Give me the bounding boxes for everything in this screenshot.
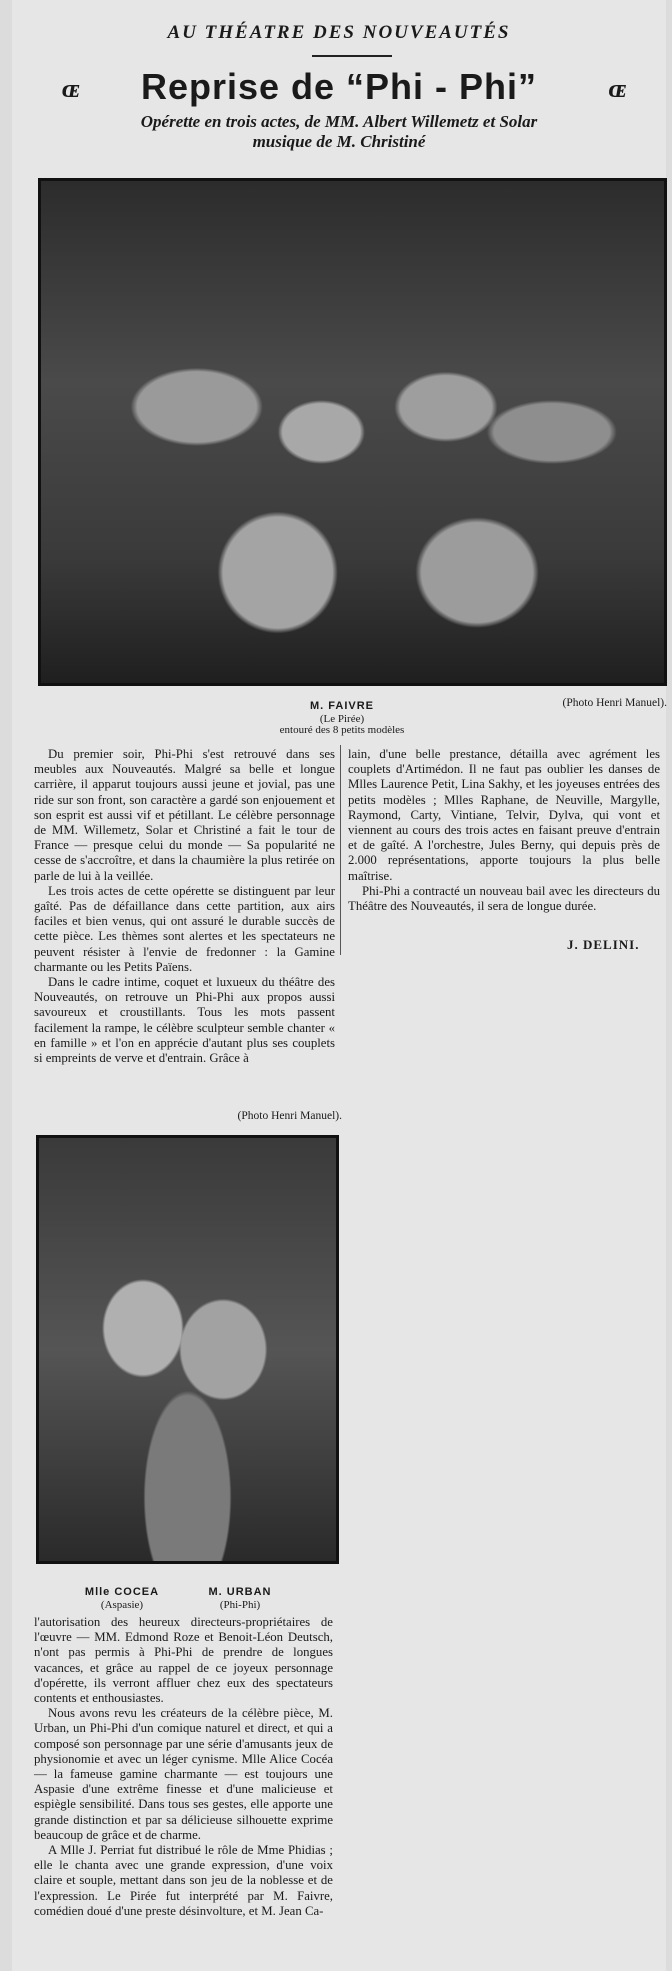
photo1-caption-name: M. FAIVRE (309, 700, 374, 712)
photo2-right-role: (Phi-Phi) (219, 1599, 261, 1611)
author-signature: J. DELINI. (567, 937, 640, 952)
article-column-1 (34, 747, 335, 1066)
subtitle-line-2: musique de M. Christiné (252, 132, 426, 151)
article-title: Reprise de “Phi - Phi” (140, 66, 538, 107)
photo-faivre-models (38, 178, 667, 686)
photo1-caption-desc: entouré des 8 petits modèles (279, 724, 405, 736)
col2-paragraph-2: Phi-Phi a contracté un nouveau bail avec les directeurs du Théâtre des Nouveautés, il sera de longue durée. (348, 883, 660, 914)
photo2-caption-left (72, 1586, 172, 1612)
column-divider (340, 745, 341, 955)
leaf-ornament-left-icon: ɶ (62, 74, 80, 103)
subtitle-line-1: Opérette en trois actes, de MM. Albert Willemetz et Solar (140, 112, 538, 131)
kicker-rule (312, 55, 392, 57)
col3-paragraph-3: A Mlle J. Perriat fut distribué le rôle de Mme Phidias ; elle le chanta avec une grande expression, d'une voix claire et souple, mettant dans son jeu de la noblesse et de l'expression. Le Pirée fut interprété par M. Faivre, comédien doué d'une preste désinvolture, et M. Jean Ca- (34, 1843, 333, 1918)
photo2-left-name: Mlle COCEA (84, 1586, 160, 1598)
photo-cocea-urban (36, 1135, 339, 1564)
photo1-credit: (Photo Henri Manuel). (562, 697, 667, 709)
photo2-right-name: M. URBAN (208, 1586, 272, 1598)
newspaper-page (12, 0, 666, 1971)
photo1-caption (272, 700, 412, 726)
col3-paragraph-1: l'autorisation des heureux directeurs-propriétaires de l'œuvre — MM. Edmond Roze et Benoit-Léon Deutsch, n'ont pas permis à Phi-Phi de prendre de longues vacances, et grâce au rappel de ce joyeux personnage d'opérette, ils verront affluer chez eux des spectateurs contents et enthousiastes. (34, 1615, 333, 1706)
col2-paragraph-1: lain, d'une belle prestance, détailla avec agrément les couplets d'Artimédon. Il ne faut pas oublier les danses de Mlles Laurence Petit, Lina Sakhy, et les joyeuses entrées des petits modèles ; Mlles Raphane, de Neuville, Margylle, Raymond, Carty, Vintiane, Telvir, Dylva, qui vont et viennent au cours des trois actes en faisant preuve d'entrain et de gaîté. A l'orchestre, Jules Berny, qui depuis près de 2.000 représentations, apporte toujours la plus belle maîtrise. (348, 747, 660, 883)
col1-paragraph-3: Dans le cadre intime, coquet et luxueux du théâtre des Nouveautés, on retrouve un Phi-Phi aux propos aussi savoureux et croustillants. Tous les mots passent facilement la rampe, le célèbre sculpteur semble chanter « en famille » et l'on en apprécie d'autant plus ses couplets si empreints de verve et d'entrain. Grâce à (34, 975, 335, 1066)
section-kicker: AU THÉATRE DES NOUVEAUTÉS (167, 22, 511, 43)
col1-paragraph-2: Les trois actes de cette opérette se distinguent par leur gaîté. Pas de défaillance dans cette partition, aux airs faciles et bien venus, qui ont assuré le durable succès de cette pièce. Les thèmes sont alertes et les spectateurs ne peuvent résister à l'envie de fredonner : la Gamine charmante ou les Petits Païens. (34, 883, 335, 974)
photo2-credit: (Photo Henri Manuel). (237, 1110, 342, 1122)
col1-paragraph-1: Du premier soir, Phi-Phi s'est retrouvé dans ses meubles aux Nouveautés. Malgré sa belle et longue carrière, il apparut toujours aussi jeune et jovial, pas une ride sur son front, son caractère a gardé son enjouement et son esprit est aussi vif et pétillant. Le célèbre personnage de MM. Willemetz, Solar et Christiné a fait le tour de France — presque celui du monde — Sa popularité ne cesse de s'accroître, et dans la chaumière la plus retirée on parle de lui à la veillée. (34, 747, 335, 883)
article-column-2 (348, 747, 660, 914)
photo2-caption-right (190, 1586, 290, 1612)
photo1-caption-role: (Le Pirée) (319, 713, 365, 725)
col3-paragraph-2: Nous avons revu les créateurs de la célèbre pièce, M. Urban, un Phi-Phi d'un comique naturel et direct, et qui a composé son personnage par une série d'amusants jeux de physionomie et avec un léger cynisme. Mlle Alice Cocéa — la fameuse gamine charmante — est toujours une Aspasie d'une extrême finesse et d'une malicieuse et espiègle sensibilité. Dans tous ses gestes, elle apporte une grande distinction et par sa délicieuse silhouette exprime beaucoup de grâce et de charme. (34, 1706, 333, 1842)
article-column-3 (34, 1615, 333, 1919)
photo2-left-role: (Aspasie) (100, 1599, 144, 1611)
leaf-ornament-right-icon: ɶ (608, 74, 626, 103)
